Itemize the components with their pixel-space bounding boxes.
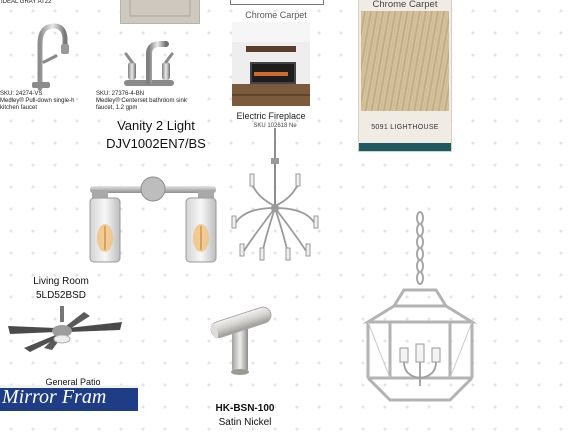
pull-sku: HK-BSN-100 [215,403,275,414]
mirror-frame-banner [0,385,138,411]
mirror-banner-text: Mirror Fram [2,386,107,408]
fireplace-top-label: Chrome Carpet [245,10,307,20]
lantern-pendant-image [360,210,480,404]
carpet-code: 5091 LIGHTHOUSE [371,124,439,131]
cabinet-pull-image [208,298,278,380]
chandelier-image [222,128,328,268]
fan-room-label: Living Room [33,276,89,287]
fireplace-caption: Electric Fireplace [236,111,306,121]
bath-faucet-sku: SKU: 27376-4-BN [96,91,145,97]
carpet-title: Chrome Carpet [372,0,438,10]
finish-label: IDEAL GRAY AT22 [1,0,52,5]
vanity-title: Vanity 2 Light [117,118,195,133]
kitchen-faucet-image [18,22,78,92]
mirror-cut-label: General Patio [45,377,101,385]
ceiling-fan-image [4,304,124,358]
kitchen-faucet-sku: SKU: 24274-VS [0,91,43,97]
carpet-texture [361,11,449,111]
frame-fragment [230,0,324,5]
cabinet-door-swatch [120,0,200,24]
pull-finish: Satin Nickel [218,417,272,428]
kitchen-faucet-desc: Medley® Pull-down single-h kitchen faucet [0,98,75,111]
bath-faucet-desc: Medley® Centerset bathroom sink faucet, 1.2 gpm [96,98,187,111]
carpet-swatch-card [358,0,452,152]
carpet-color-band [359,143,451,151]
vanity-light-image [88,168,218,264]
bath-faucet-image [120,40,178,88]
fireplace-photo [232,22,310,106]
vanity-sku: DJV1002EN7/BS [106,136,206,151]
fireplace-partial-caption: SKU 102618 Ne [253,123,297,129]
fan-model: 5LD52BSD [35,290,87,301]
